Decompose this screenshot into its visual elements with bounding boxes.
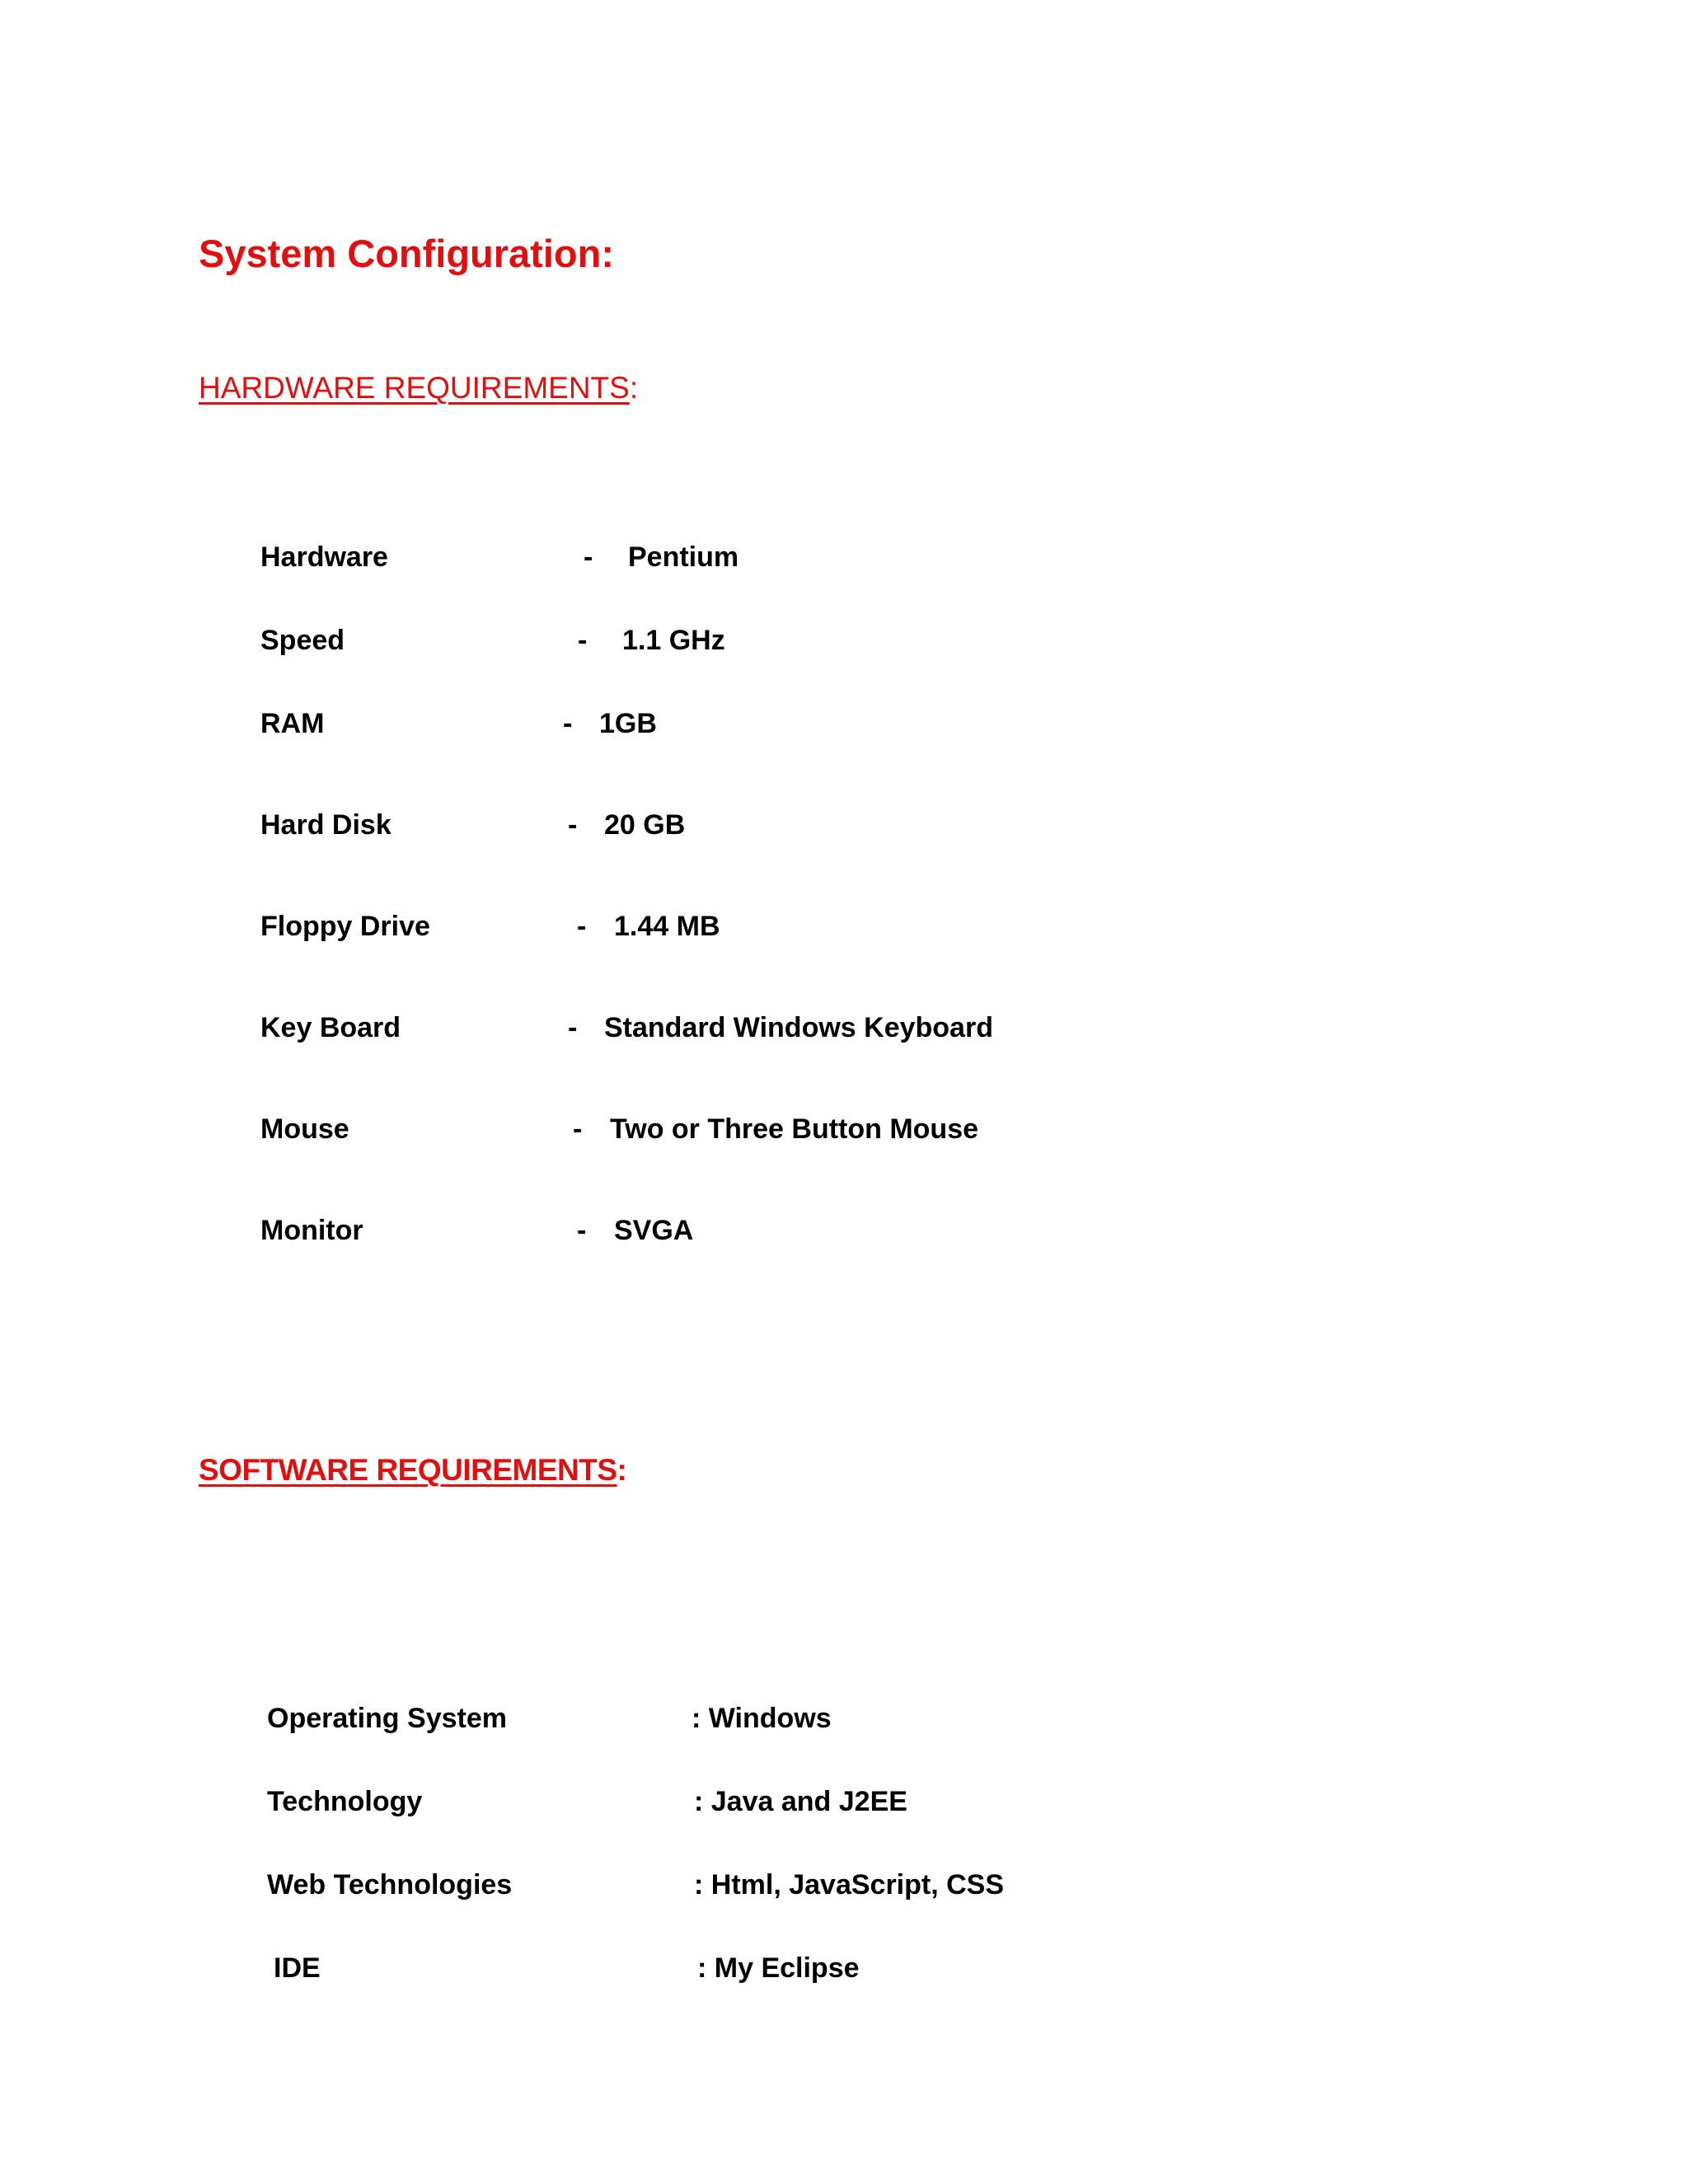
monitor-value: SVGA [614,1215,694,1246]
technology-label: Technology [267,1786,423,1817]
ram-label: RAM [260,708,325,739]
web-technologies-label: Web Technologies [267,1869,513,1900]
hardware-separator: - [584,541,593,573]
hardware-requirements-heading [199,368,638,408]
floppy-drive-value: 1.44 MB [614,911,720,942]
software-heading-colon: : [617,1453,627,1487]
hardware-value: Pentium [628,541,739,573]
mouse-separator: - [573,1113,583,1145]
hard-disk-label: Hard Disk [260,809,392,841]
floppy-drive-label: Floppy Drive [260,911,430,942]
operating-system-label: Operating System [267,1703,507,1734]
hardware-label: Hardware [260,541,388,573]
web-technologies-value: : Html, JavaScript, CSS [694,1869,1005,1900]
hardware-heading-text: HARDWARE REQUIREMENTS [199,371,630,405]
operating-system-value: : Windows [692,1703,832,1734]
hardware-heading-colon: : [629,371,639,405]
keyboard-label: Key Board [260,1012,401,1043]
technology-value: : Java and J2EE [694,1786,907,1817]
hard-disk-value: 20 GB [604,809,686,841]
hard-disk-separator: - [568,809,578,841]
monitor-label: Monitor [260,1215,363,1246]
ram-value: 1GB [599,708,657,739]
ide-label: IDE [274,1952,321,1984]
keyboard-separator: - [568,1012,578,1043]
mouse-value: Two or Three Button Mouse [610,1113,979,1145]
ram-separator: - [563,708,573,739]
speed-value: 1.1 GHz [622,625,725,656]
software-requirements-heading [199,1451,626,1490]
monitor-separator: - [577,1215,587,1246]
floppy-drive-separator: - [577,911,587,942]
speed-separator: - [578,625,588,656]
keyboard-value: Standard Windows Keyboard [604,1012,993,1043]
speed-label: Speed [260,625,345,656]
page-title: System Configuration: [199,232,614,275]
software-heading-text: SOFTWARE REQUIREMENTS [199,1453,617,1487]
mouse-label: Mouse [260,1113,349,1145]
ide-value: : My Eclipse [697,1952,860,1984]
